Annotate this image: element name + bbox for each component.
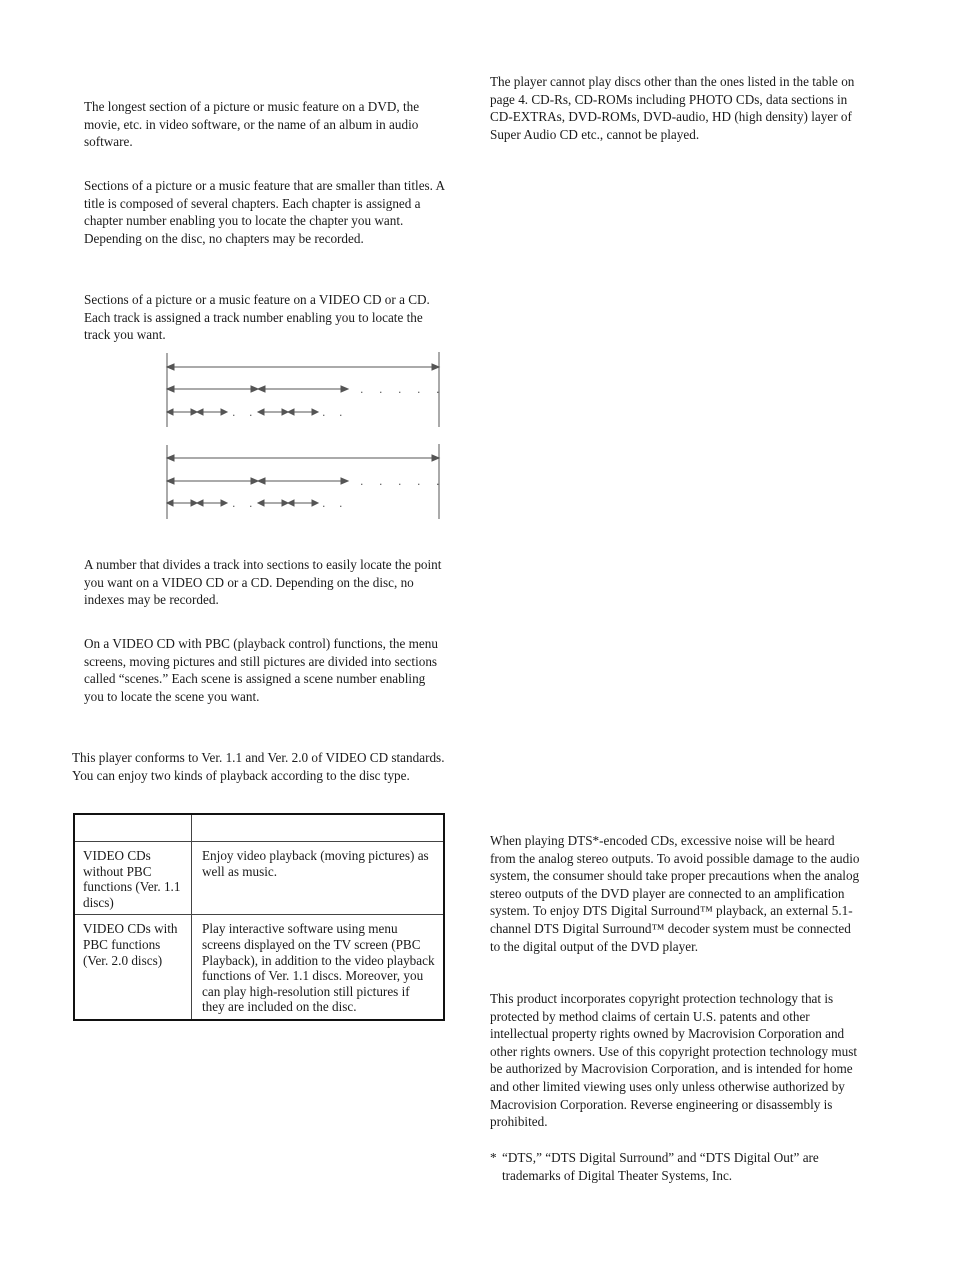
footnote-marker: * xyxy=(490,1150,497,1165)
table-row xyxy=(74,842,444,915)
diagram-dots-chapter: . . . . . xyxy=(360,383,446,396)
table-header-row xyxy=(74,814,444,842)
scene-description: On a VIDEO CD with PBC (playback control) functions, the menu screens, moving pictures and still pictures are divided into sections called “scenes.” Each scene is assigned a scene number enabling you to locate the scene you want. xyxy=(84,636,438,704)
track-description: Sections of a picture or a music feature on a VIDEO CD or a CD. Each track is assigned a track number enabling you to locate the track you want. xyxy=(84,292,430,343)
unplayable-discs-note: The player cannot play discs other than the ones listed in the table on page 4. CD-Rs, CD-ROMs including PHOTO CDs, data sections in CD-EXTRAs, DVD-ROMs, DVD-audio, HD (high density) layer of Super Audio CD etc., cannot be played. xyxy=(490,74,855,142)
trademark-footnote xyxy=(490,1149,862,1184)
playback-cell: Play interactive software using menu screens displayed on the TV screen (PBC Playback), in addition to the video playback functions of Ver. 1.1 discs. Moreover, you can play high-resolution still pictures if they are included on the disc. xyxy=(192,915,445,1020)
vcd-playback-table xyxy=(73,813,445,1021)
diagram-dots-small-1: . . xyxy=(232,406,258,419)
diagram-dots-small-2: . . xyxy=(322,406,348,419)
disc-type-cell: VIDEO CDs without PBC functions (Ver. 1.1 discs) xyxy=(74,842,192,915)
dvd-structure-diagram xyxy=(160,350,450,430)
copyright-note: This product incorporates copyright protection technology that is protected by method claims of certain U.S. patents and other intellectual property rights owned by Macrovision Corporation and other rights owners. Use of this copyright protection technology must be authorized by Macrovision Corporation, and is intended for home and other limited viewing uses only unless otherwise authorized by Macrovision Corporation. Reverse engineering or disassembly is prohibited. xyxy=(490,991,857,1130)
table-row xyxy=(74,915,444,1020)
table-header-disc-type xyxy=(74,814,192,842)
diagram-dots-track: . . . . . xyxy=(360,475,446,488)
dts-note: When playing DTS*-encoded CDs, excessive noise will be heard from the analog stereo outputs. To avoid possible damage to the audio system, the consumer should take proper precautions when the analog stereo outputs of the DVD player are connected to an amplification system. To enjoy DTS Digital Surround™ playback, an external 5.1-channel DTS Digital Surround™ decoder system must be connected to the digital output of the DVD player. xyxy=(490,833,860,954)
disc-type-cell: VIDEO CDs with PBC functions (Ver. 2.0 discs) xyxy=(74,915,192,1020)
chapter-description: Sections of a picture or a music feature that are smaller than titles. A title is composed of several chapters. Each chapter is assigned a chapter number enabling you to locate the chapter you want. Depending on the disc, no chapters may be recorded. xyxy=(84,178,445,246)
title-description: The longest section of a picture or music feature on a DVD, the movie, etc. in video software, or the name of an album in audio software. xyxy=(84,99,420,150)
trademark-text: “DTS,” “DTS Digital Surround” and “DTS Digital Out” are trademarks of Digital Theater Systems, Inc. xyxy=(502,1150,819,1183)
diagram-dots-index-2: . . xyxy=(322,497,348,510)
vcd-intro: This player conforms to Ver. 1.1 and Ver. 2.0 of VIDEO CD standards. You can enjoy two kinds of playback according to the disc type. xyxy=(72,750,445,783)
index-description: A number that divides a track into sections to easily locate the point you want on a VIDEO CD or a CD. Depending on the disc, no indexes may be recorded. xyxy=(84,557,442,608)
playback-cell: Enjoy video playback (moving pictures) as well as music. xyxy=(192,842,445,915)
cd-structure-diagram xyxy=(160,442,450,522)
diagram-dots-index-1: . . xyxy=(232,497,258,510)
table-header-playback xyxy=(192,814,445,842)
